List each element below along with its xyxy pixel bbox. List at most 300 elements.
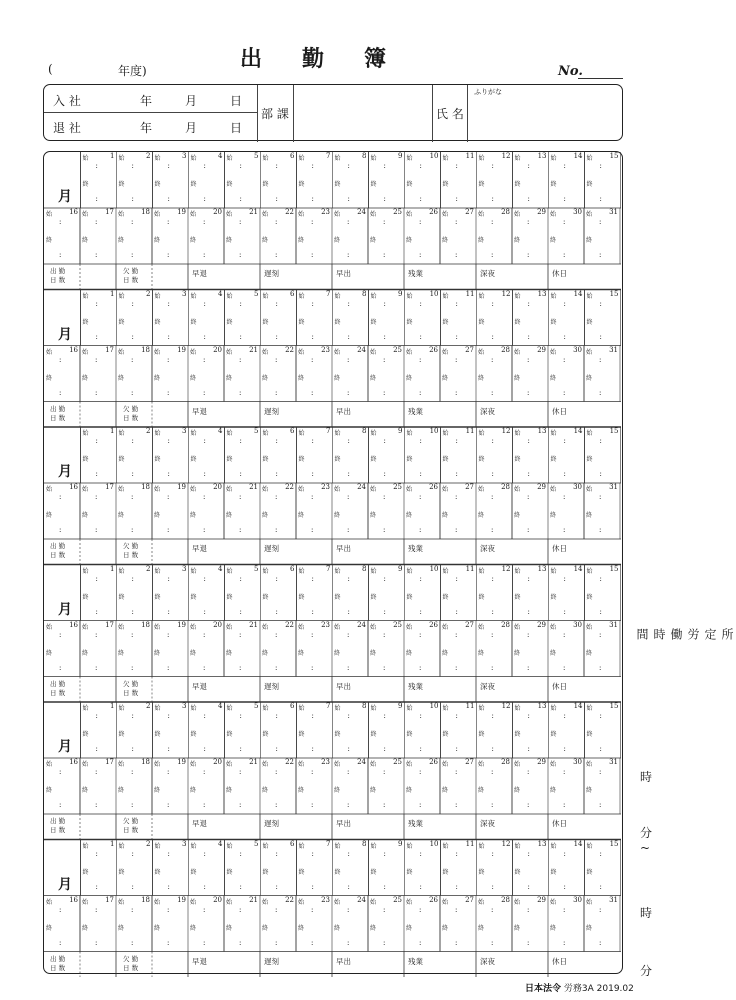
- start-time-colon: :: [419, 437, 422, 445]
- day-cell[interactable]: [152, 208, 188, 264]
- day-cell[interactable]: [404, 346, 440, 402]
- start-label: 始: [298, 486, 305, 493]
- start-label: 始: [46, 623, 53, 631]
- day-cell[interactable]: [152, 483, 188, 539]
- day-cell[interactable]: [333, 840, 369, 896]
- day-cell[interactable]: [189, 152, 225, 208]
- day-cell[interactable]: [441, 840, 477, 896]
- day-cell[interactable]: [549, 427, 585, 483]
- start-time-colon: :: [203, 905, 206, 914]
- start-label: 始: [514, 155, 521, 162]
- end-time-colon: :: [311, 195, 314, 203]
- holiday-label: 休日: [552, 406, 567, 416]
- day-cell[interactable]: [152, 758, 188, 814]
- start-label: 始: [406, 761, 413, 768]
- start-label: 始: [370, 155, 377, 162]
- start-label: 始: [370, 292, 377, 300]
- end-label: 終: [226, 318, 233, 326]
- start-label: 始: [298, 430, 305, 437]
- day-cell[interactable]: [225, 290, 261, 346]
- start-time-colon: :: [383, 768, 386, 776]
- day-cell[interactable]: [117, 702, 153, 758]
- start-label: 始: [442, 898, 449, 906]
- end-label: 終: [226, 374, 233, 382]
- day-cell[interactable]: [585, 565, 621, 621]
- day-cell[interactable]: [548, 483, 584, 539]
- end-label: 終: [586, 649, 593, 657]
- day-number: 27: [465, 208, 474, 216]
- day-cell[interactable]: [405, 702, 441, 758]
- day-cell[interactable]: [585, 427, 621, 483]
- day-cell[interactable]: [585, 840, 621, 896]
- start-time-colon: :: [59, 493, 62, 501]
- end-time-colon: :: [383, 938, 386, 947]
- end-hour-label: 時: [640, 906, 653, 920]
- attend-days-label-2: 日 数: [50, 963, 66, 972]
- day-cell[interactable]: [548, 346, 584, 402]
- end-time-colon: :: [383, 526, 386, 534]
- day-cell[interactable]: [261, 565, 297, 621]
- attend-days-label-2: 日 数: [50, 413, 66, 422]
- early-arrival-label: 早出: [336, 956, 351, 966]
- day-cell[interactable]: [333, 702, 369, 758]
- start-time-colon: :: [167, 630, 170, 639]
- start-time-colon: :: [563, 630, 566, 639]
- day-cell[interactable]: [548, 621, 584, 677]
- day-cell[interactable]: [332, 346, 368, 402]
- day-cell[interactable]: [261, 702, 297, 758]
- end-time-colon: :: [419, 388, 422, 397]
- day-cell[interactable]: [297, 565, 333, 621]
- day-cell[interactable]: [549, 152, 585, 208]
- day-number: 13: [537, 702, 547, 710]
- start-time-colon: :: [131, 355, 134, 364]
- day-cell[interactable]: [585, 152, 621, 208]
- day-cell[interactable]: [404, 483, 440, 539]
- day-cell[interactable]: [260, 758, 296, 814]
- day-cell[interactable]: [116, 483, 152, 539]
- day-cell[interactable]: [297, 840, 333, 896]
- day-cell[interactable]: [117, 152, 153, 208]
- day-cell[interactable]: [585, 290, 621, 346]
- day-cell[interactable]: [368, 896, 404, 952]
- day-cell[interactable]: [405, 565, 441, 621]
- start-label: 始: [190, 348, 197, 356]
- day-cell[interactable]: [512, 483, 548, 539]
- day-cell[interactable]: [333, 565, 369, 621]
- day-cell[interactable]: [512, 621, 548, 677]
- day-cell[interactable]: [116, 758, 152, 814]
- day-cell[interactable]: [116, 208, 152, 264]
- dept-field[interactable]: [294, 85, 431, 142]
- day-cell[interactable]: [260, 483, 296, 539]
- day-cell[interactable]: [224, 621, 260, 677]
- start-label: 始: [442, 348, 449, 356]
- day-cell[interactable]: [440, 346, 476, 402]
- day-cell[interactable]: [513, 427, 549, 483]
- day-cell[interactable]: [369, 152, 405, 208]
- day-cell[interactable]: [440, 896, 476, 952]
- month-field[interactable]: [44, 565, 80, 621]
- start-time-colon: :: [311, 630, 314, 639]
- day-cell[interactable]: [405, 427, 441, 483]
- day-cell[interactable]: [81, 427, 117, 483]
- day-cell[interactable]: [153, 290, 189, 346]
- day-cell[interactable]: [224, 758, 260, 814]
- day-number: 9: [398, 839, 403, 848]
- day-number: 16: [69, 895, 78, 904]
- day-cell[interactable]: [80, 896, 116, 952]
- end-time-colon: :: [95, 801, 98, 809]
- day-cell[interactable]: [189, 427, 225, 483]
- day-cell[interactable]: [261, 290, 297, 346]
- day-cell[interactable]: [368, 758, 404, 814]
- day-cell[interactable]: [189, 565, 225, 621]
- month-field[interactable]: [44, 840, 80, 896]
- start-time-colon: :: [563, 162, 566, 170]
- end-time-colon: :: [131, 745, 134, 753]
- day-cell[interactable]: [368, 483, 404, 539]
- day-cell[interactable]: [584, 346, 620, 402]
- day-cell[interactable]: [261, 152, 297, 208]
- day-cell[interactable]: [80, 346, 116, 402]
- day-number: 24: [357, 895, 366, 904]
- end-time-colon: :: [59, 526, 62, 534]
- day-cell[interactable]: [117, 565, 153, 621]
- day-cell[interactable]: [80, 483, 116, 539]
- start-label: 始: [82, 211, 89, 218]
- day-cell[interactable]: [81, 152, 117, 208]
- end-label: 終: [514, 181, 521, 188]
- start-label: 始: [154, 842, 161, 850]
- start-time-colon: :: [167, 849, 170, 858]
- start-label: 始: [334, 898, 341, 906]
- day-cell[interactable]: [225, 702, 261, 758]
- day-cell[interactable]: [477, 427, 513, 483]
- day-cell[interactable]: [369, 427, 405, 483]
- day-cell[interactable]: [297, 290, 333, 346]
- day-cell[interactable]: [81, 840, 117, 896]
- day-cell[interactable]: [260, 346, 296, 402]
- day-cell[interactable]: [44, 483, 80, 539]
- day-cell[interactable]: [440, 621, 476, 677]
- day-cell[interactable]: [405, 152, 441, 208]
- day-cell[interactable]: [225, 427, 261, 483]
- day-cell[interactable]: [513, 702, 549, 758]
- day-cell[interactable]: [188, 483, 224, 539]
- start-time-colon: :: [347, 768, 350, 776]
- day-number: 17: [105, 758, 114, 766]
- day-cell[interactable]: [548, 758, 584, 814]
- absent-days-label-1: 欠 勤: [123, 267, 139, 275]
- day-cell[interactable]: [80, 758, 116, 814]
- day-cell[interactable]: [153, 427, 189, 483]
- end-time-colon: :: [59, 801, 62, 809]
- day-cell[interactable]: [81, 290, 117, 346]
- day-cell[interactable]: [441, 427, 477, 483]
- number-field[interactable]: [578, 78, 623, 79]
- start-time-colon: :: [347, 493, 350, 501]
- day-cell[interactable]: [441, 152, 477, 208]
- day-cell[interactable]: [189, 702, 225, 758]
- day-cell[interactable]: [332, 621, 368, 677]
- day-number: 11: [465, 152, 475, 160]
- day-cell[interactable]: [261, 427, 297, 483]
- day-cell[interactable]: [333, 427, 369, 483]
- overtime-label: 残業: [408, 544, 423, 553]
- end-time-colon: :: [383, 388, 386, 397]
- end-label: 終: [514, 593, 521, 601]
- day-cell[interactable]: [153, 565, 189, 621]
- day-cell[interactable]: [405, 840, 441, 896]
- day-cell[interactable]: [116, 896, 152, 952]
- day-cell[interactable]: [440, 483, 476, 539]
- start-label: 始: [586, 705, 593, 712]
- day-cell[interactable]: [296, 758, 332, 814]
- start-time-colon: :: [311, 905, 314, 914]
- day-cell[interactable]: [476, 621, 512, 677]
- day-cell[interactable]: [441, 290, 477, 346]
- day-cell[interactable]: [549, 565, 585, 621]
- day-cell[interactable]: [116, 346, 152, 402]
- day-cell[interactable]: [44, 758, 80, 814]
- day-cell[interactable]: [296, 896, 332, 952]
- day-cell[interactable]: [260, 896, 296, 952]
- day-cell[interactable]: [224, 896, 260, 952]
- start-time-colon: :: [167, 355, 170, 364]
- end-label: 終: [190, 787, 197, 794]
- day-cell[interactable]: [404, 621, 440, 677]
- day-cell[interactable]: [585, 702, 621, 758]
- day-cell[interactable]: [81, 702, 117, 758]
- day-cell[interactable]: [225, 565, 261, 621]
- day-cell[interactable]: [513, 152, 549, 208]
- start-time-colon: :: [239, 768, 242, 776]
- day-cell[interactable]: [512, 758, 548, 814]
- day-cell[interactable]: [153, 702, 189, 758]
- day-cell[interactable]: [333, 290, 369, 346]
- start-label: 始: [514, 842, 521, 850]
- day-cell[interactable]: [333, 152, 369, 208]
- day-cell[interactable]: [260, 208, 296, 264]
- day-cell[interactable]: [584, 758, 620, 814]
- month-label: 月: [58, 464, 72, 480]
- day-cell[interactable]: [441, 702, 477, 758]
- day-number: 31: [609, 208, 618, 216]
- day-cell[interactable]: [548, 896, 584, 952]
- day-cell[interactable]: [188, 346, 224, 402]
- start-time-colon: :: [131, 905, 134, 914]
- day-cell[interactable]: [477, 840, 513, 896]
- day-cell[interactable]: [369, 565, 405, 621]
- start-label: 始: [118, 486, 125, 493]
- day-number: 26: [429, 345, 438, 354]
- day-cell[interactable]: [80, 621, 116, 677]
- day-cell[interactable]: [476, 483, 512, 539]
- day-cell[interactable]: [116, 621, 152, 677]
- day-cell[interactable]: [188, 621, 224, 677]
- day-number: 14: [573, 427, 583, 435]
- day-number: 8: [362, 289, 367, 298]
- end-time-colon: :: [95, 470, 98, 478]
- day-cell[interactable]: [440, 208, 476, 264]
- start-label: 始: [370, 211, 377, 218]
- day-cell[interactable]: [476, 346, 512, 402]
- day-cell[interactable]: [549, 840, 585, 896]
- day-cell[interactable]: [548, 208, 584, 264]
- day-cell[interactable]: [368, 621, 404, 677]
- day-cell[interactable]: [477, 290, 513, 346]
- day-cell[interactable]: [369, 702, 405, 758]
- start-time-colon: :: [491, 574, 494, 583]
- end-label: 終: [118, 924, 125, 932]
- day-cell[interactable]: [44, 896, 80, 952]
- start-label: 始: [154, 211, 161, 218]
- end-time-colon: :: [167, 388, 170, 397]
- day-cell[interactable]: [296, 346, 332, 402]
- day-cell[interactable]: [297, 427, 333, 483]
- day-cell[interactable]: [368, 208, 404, 264]
- day-number: 7: [326, 152, 331, 160]
- day-cell[interactable]: [44, 346, 80, 402]
- day-cell[interactable]: [404, 896, 440, 952]
- attend-days-label-1: 出 勤: [50, 404, 66, 413]
- end-time-colon: :: [419, 526, 422, 534]
- start-label: 始: [406, 623, 413, 631]
- day-cell[interactable]: [44, 208, 80, 264]
- day-cell[interactable]: [225, 840, 261, 896]
- day-cell[interactable]: [476, 896, 512, 952]
- day-cell[interactable]: [477, 565, 513, 621]
- day-cell[interactable]: [188, 758, 224, 814]
- day-cell[interactable]: [188, 896, 224, 952]
- start-time-colon: :: [95, 493, 98, 501]
- end-label: 終: [298, 512, 305, 519]
- day-number: 7: [326, 427, 331, 435]
- start-time-colon: :: [491, 493, 494, 501]
- start-label: 始: [118, 348, 125, 356]
- day-cell[interactable]: [440, 758, 476, 814]
- day-cell[interactable]: [117, 290, 153, 346]
- end-time-colon: :: [491, 801, 494, 809]
- day-cell[interactable]: [584, 621, 620, 677]
- day-cell[interactable]: [224, 346, 260, 402]
- day-cell[interactable]: [584, 208, 620, 264]
- start-time-colon: :: [347, 162, 350, 170]
- day-cell[interactable]: [404, 758, 440, 814]
- day-cell[interactable]: [369, 290, 405, 346]
- day-cell[interactable]: [189, 840, 225, 896]
- day-cell[interactable]: [81, 565, 117, 621]
- day-cell[interactable]: [153, 840, 189, 896]
- day-cell[interactable]: [224, 208, 260, 264]
- day-cell[interactable]: [512, 896, 548, 952]
- end-label: 終: [442, 593, 449, 601]
- day-cell[interactable]: [332, 758, 368, 814]
- start-label: 始: [550, 292, 557, 300]
- start-label: 始: [154, 292, 161, 300]
- day-cell[interactable]: [476, 758, 512, 814]
- day-cell[interactable]: [512, 208, 548, 264]
- absent-days-label-1: 欠 勤: [123, 679, 139, 688]
- day-number: 28: [501, 895, 510, 904]
- start-time-colon: :: [167, 299, 170, 308]
- start-time-colon: :: [203, 712, 206, 720]
- day-cell[interactable]: [332, 896, 368, 952]
- day-number: 16: [69, 758, 78, 766]
- day-cell[interactable]: [260, 621, 296, 677]
- start-label: 始: [550, 623, 557, 631]
- day-cell[interactable]: [512, 346, 548, 402]
- day-cell[interactable]: [189, 290, 225, 346]
- day-cell[interactable]: [477, 152, 513, 208]
- day-cell[interactable]: [584, 483, 620, 539]
- end-time-colon: :: [527, 332, 530, 341]
- overtime-label: 残業: [408, 819, 423, 828]
- day-cell[interactable]: [404, 208, 440, 264]
- day-cell[interactable]: [297, 702, 333, 758]
- day-cell[interactable]: [80, 208, 116, 264]
- day-cell[interactable]: [513, 565, 549, 621]
- day-cell[interactable]: [476, 208, 512, 264]
- day-cell[interactable]: [153, 152, 189, 208]
- day-cell[interactable]: [549, 702, 585, 758]
- end-time-colon: :: [347, 801, 350, 809]
- day-cell[interactable]: [441, 565, 477, 621]
- end-time-colon: :: [563, 663, 566, 672]
- day-cell[interactable]: [369, 840, 405, 896]
- day-number: 8: [362, 152, 367, 160]
- start-label: 始: [586, 761, 593, 768]
- day-cell[interactable]: [477, 702, 513, 758]
- name-field[interactable]: [468, 97, 621, 141]
- day-cell[interactable]: [44, 621, 80, 677]
- month-field[interactable]: [44, 427, 80, 483]
- month-field[interactable]: [44, 702, 80, 758]
- day-cell[interactable]: [117, 427, 153, 483]
- day-cell[interactable]: [584, 896, 620, 952]
- day-cell[interactable]: [296, 483, 332, 539]
- day-cell[interactable]: [296, 621, 332, 677]
- month-field[interactable]: [44, 152, 80, 208]
- month-field[interactable]: [44, 290, 80, 346]
- day-cell[interactable]: [117, 840, 153, 896]
- end-label: 終: [586, 374, 593, 382]
- end-time-colon: :: [95, 938, 98, 947]
- day-cell[interactable]: [188, 208, 224, 264]
- day-cell[interactable]: [513, 840, 549, 896]
- day-cell[interactable]: [332, 208, 368, 264]
- day-cell[interactable]: [368, 346, 404, 402]
- day-cell[interactable]: [224, 483, 260, 539]
- day-number: 23: [321, 483, 330, 491]
- day-cell[interactable]: [152, 621, 188, 677]
- furigana-label: ふりがな: [474, 88, 502, 96]
- night-label: 深夜: [480, 819, 495, 828]
- day-cell[interactable]: [332, 483, 368, 539]
- day-cell[interactable]: [225, 152, 261, 208]
- day-cell[interactable]: [405, 290, 441, 346]
- day-cell[interactable]: [297, 152, 333, 208]
- day-cell[interactable]: [152, 896, 188, 952]
- day-cell[interactable]: [152, 346, 188, 402]
- end-label: 終: [154, 868, 161, 876]
- day-cell[interactable]: [549, 290, 585, 346]
- day-cell[interactable]: [513, 290, 549, 346]
- day-cell[interactable]: [261, 840, 297, 896]
- day-cell[interactable]: [296, 208, 332, 264]
- start-time-colon: :: [131, 849, 134, 858]
